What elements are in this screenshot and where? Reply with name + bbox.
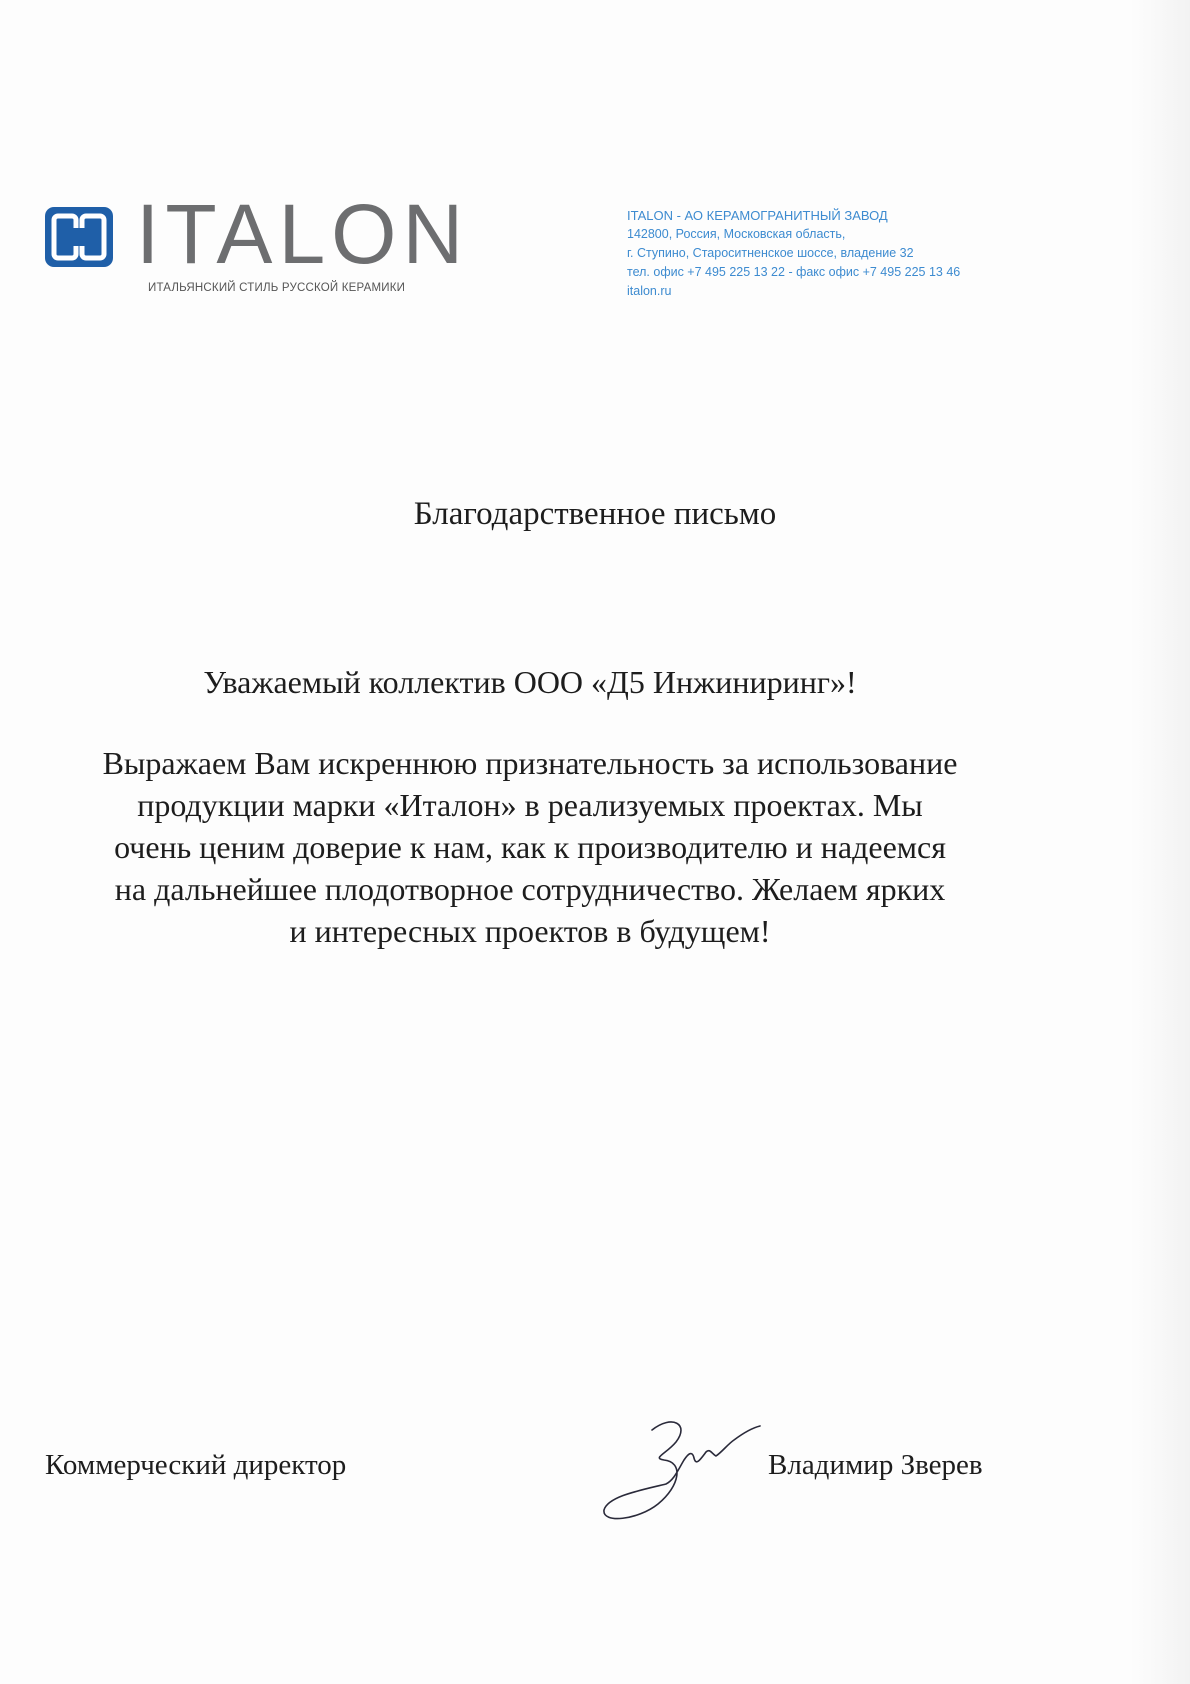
letter-greeting: Уважаемый коллектив ООО «Д5 Инжиниринг»! (203, 664, 857, 700)
address-line-1: 142800, Россия, Московская область, (627, 227, 846, 241)
body-line: на дальнейшее плодотворное сотрудничество. Желаем ярких (114, 871, 946, 907)
address-line-2: г. Ступино, Староситненское шоссе, владение 32 (627, 246, 914, 260)
signer-name: Владимир Зверев (768, 1449, 983, 1481)
body-line: Выражаем Вам искреннюю признательность за использование (102, 745, 958, 781)
body-line: и интересных проектов в будущем! (289, 913, 771, 949)
italon-logo (44, 187, 470, 300)
letter-title: Благодарственное письмо (413, 496, 777, 532)
phone-fax: тел. офис +7 495 225 13 22 - факс офис +7 495 225 13 46 (627, 265, 961, 279)
company-name: ITALON - АО КЕРАМОГРАНИТНЫЙ ЗАВОД (627, 208, 888, 223)
letter-body (40, 742, 1020, 952)
website-link[interactable]: italon.ru (627, 284, 672, 298)
brand-tagline: ИТАЛЬЯНСКИЙ СТИЛЬ РУССКОЙ КЕРАМИКИ (148, 282, 406, 294)
body-line: продукции марки «Италон» в реализуемых проектах. Мы (137, 787, 923, 823)
handwritten-signature (592, 1400, 792, 1530)
brand-wordmark: ITALON (136, 187, 470, 281)
scan-edge-shadow (1130, 0, 1190, 1684)
italon-logo-icon (44, 206, 114, 268)
body-line: очень ценим доверие к нам, как к производителю и надеемся (114, 829, 946, 865)
signer-position: Коммерческий директор (45, 1449, 347, 1481)
company-contacts (627, 206, 960, 301)
